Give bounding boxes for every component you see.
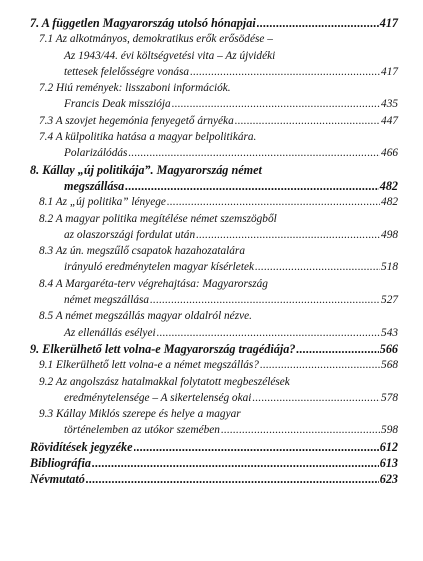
- toc-entry-title: irányuló eredménytelen magyar kísérletek: [64, 261, 254, 274]
- toc-section-8-4: [30, 276, 398, 292]
- toc-section-8-4-cont: [30, 292, 398, 308]
- dot-leader: [128, 145, 380, 161]
- toc-entry-title: 9.1 Elkerülhető lett volna-e a német megszállás?: [39, 359, 259, 372]
- toc-chapter-7: [30, 15, 398, 31]
- toc-page-number: 613: [379, 456, 398, 471]
- dot-leader: [255, 259, 380, 275]
- dot-leader: [260, 357, 380, 373]
- toc-section-7-2-cont: [30, 96, 398, 112]
- toc-entry-title: 9. Elkerülhető lett volna-e Magyarország tragédiája?: [30, 341, 296, 356]
- toc-entry-title: az olaszországi fordulat után: [64, 228, 196, 241]
- toc-entry-title: 8. Kállay „új politikája”. Magyarország német: [30, 162, 262, 177]
- toc-entry-title: német megszállása: [64, 294, 150, 307]
- toc-name-index: [30, 471, 398, 487]
- toc-section-9-2-cont: [30, 390, 398, 406]
- toc-entry-title: 9.3 Kállay Miklós szerepe és helye a magyar: [39, 408, 241, 421]
- toc-entry-title: 8.3 Az ún. megszűlő csapatok hazahozatalára: [39, 245, 245, 258]
- dot-leader: [86, 471, 379, 487]
- toc-page-number: 447: [381, 114, 398, 127]
- toc-section-7-4: [30, 129, 398, 145]
- toc-section-8-5: [30, 308, 398, 324]
- toc-chapter-8-cont: [30, 178, 398, 194]
- dot-leader: [257, 15, 379, 31]
- toc-page-number: 543: [381, 326, 398, 339]
- toc-entry-title: 7.3 A szovjet hegemónia fenyegető árnyéka: [39, 114, 234, 127]
- toc-section-9-1: [30, 357, 398, 373]
- dot-leader: [167, 194, 380, 210]
- toc-entry-title: 7. A független Magyarország utolsó hónapjai: [30, 16, 256, 30]
- toc-entry-title: Az 1943/44. évi költségvetési vita – Az újvidéki: [64, 49, 276, 62]
- toc-entry-title: Az ellenállás esélyei: [64, 326, 156, 339]
- toc-page-number: 566: [379, 341, 398, 356]
- toc-section-8-5-cont: [30, 325, 398, 341]
- toc-entry-title: 8.4 A Margaréta-terv végrehajtása: Magyarország: [39, 277, 268, 290]
- toc-entry-title: 7.2 Hiú remények: lisszaboni információk.: [39, 82, 231, 95]
- toc-page-number: 568: [381, 359, 398, 372]
- dot-leader: [296, 341, 378, 357]
- toc-section-8-2: [30, 211, 398, 227]
- toc-entry-title: Rövidítések jegyzéke: [30, 439, 133, 454]
- toc-page-number: 482: [381, 196, 398, 209]
- toc-entry-title: Névmutató: [30, 472, 85, 487]
- toc-entry-title: 8.5 A német megszállás magyar oldalról nézve.: [39, 310, 252, 323]
- toc-entry-title: Polarizálódás: [64, 147, 128, 160]
- toc-section-8-3-cont: [30, 259, 398, 275]
- toc-page-number: 518: [381, 261, 398, 274]
- toc-section-7-3: [30, 113, 398, 129]
- toc-bibliography: [30, 455, 398, 471]
- toc-page-number: 435: [381, 98, 398, 111]
- toc-page-number: 466: [381, 147, 398, 160]
- toc-page-number: 623: [379, 472, 398, 487]
- toc-entry-title: tettesek felelősségre vonása: [64, 65, 190, 78]
- toc-section-7-1-cont: [30, 48, 398, 64]
- toc-entry-title: megszállása: [64, 178, 125, 193]
- toc-chapter-9: [30, 341, 398, 357]
- toc-page-number: 482: [379, 178, 398, 193]
- dot-leader: [150, 292, 380, 308]
- dot-leader: [172, 96, 380, 112]
- dot-leader: [134, 439, 379, 455]
- dot-leader: [196, 227, 380, 243]
- dot-leader: [235, 113, 380, 129]
- toc-section-8-3: [30, 243, 398, 259]
- toc-page-number: 578: [381, 391, 398, 404]
- toc-entry-title: 7.4 A külpolitika hatása a magyar belpolitikára.: [39, 131, 257, 144]
- toc-page-number: 598: [381, 424, 398, 437]
- toc-section-9-3: [30, 406, 398, 422]
- toc-entry-title: 8.2 A magyar politika megítélése német szemszögből: [39, 212, 277, 225]
- dot-leader: [125, 178, 378, 194]
- toc-entry-title: 8.1 Az „új politika” lényege: [39, 196, 166, 209]
- toc-page-number: 417: [381, 65, 398, 78]
- toc-page-number: 527: [381, 294, 398, 307]
- toc-entry-title: 9.2 Az angolszász hatalmakkal folytatott megbeszélések: [39, 375, 290, 388]
- toc-entry-title: 7.1 Az alkotmányos, demokratikus erők erősödése –: [39, 33, 273, 46]
- dot-leader: [252, 390, 380, 406]
- toc-section-8-2-cont: [30, 227, 398, 243]
- toc-entry-title: eredménytelensége – A sikertelenség okai: [64, 391, 252, 404]
- toc-entry-title: Francis Deak missziója: [64, 98, 171, 111]
- toc-chapter-8: [30, 162, 398, 178]
- dot-leader: [92, 455, 379, 471]
- dot-leader: [190, 64, 380, 80]
- toc-section-7-2: [30, 80, 398, 96]
- toc-section-9-2: [30, 374, 398, 390]
- toc-section-7-4-cont: [30, 145, 398, 161]
- dot-leader: [221, 422, 380, 438]
- toc-page-number: 417: [379, 16, 398, 30]
- toc-entry-title: történelemben az utókor szemében: [64, 424, 220, 437]
- toc-section-9-3-cont: [30, 422, 398, 438]
- toc-entry-title: Bibliográfia: [30, 456, 91, 471]
- toc-section-8-1: [30, 194, 398, 210]
- table-of-contents: [30, 15, 398, 488]
- toc-abbreviations: [30, 439, 398, 455]
- toc-page-number: 498: [381, 228, 398, 241]
- toc-section-7-1-cont: [30, 64, 398, 80]
- toc-page-number: 612: [379, 439, 398, 454]
- toc-section-7-1: [30, 31, 398, 47]
- dot-leader: [157, 325, 380, 341]
